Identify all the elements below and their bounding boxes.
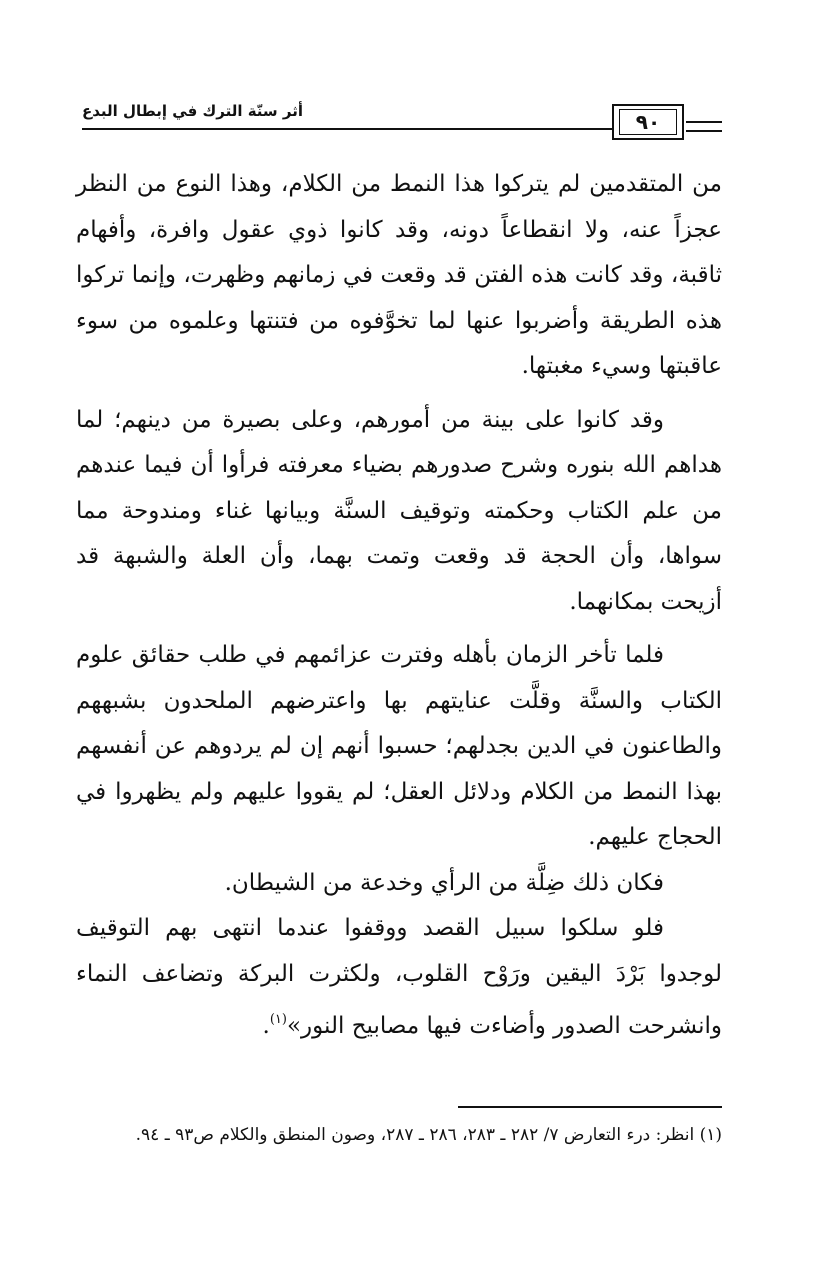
- paragraph-5-end: .: [262, 1013, 270, 1039]
- paragraph-4: فكان ذلك ضِلَّة من الرأي وخدعة من الشيطان.: [224, 869, 664, 896]
- main-text: [76, 162, 722, 1050]
- footnote-1: (١) انظر: درء التعارض ٧/ ٢٨٢ ـ ٢٨٣، ٢٨٦ ـ ٢٨٧، وصون المنطق والكلام ص٩٣ ـ ٩٤.: [135, 1125, 722, 1145]
- header-double-rule: [686, 121, 722, 132]
- paragraph-5: [76, 906, 722, 1050]
- paragraph-3: فلما تأخر الزمان بأهله وفترت عزائمهم في طلب حقائق علوم الكتاب والسنَّة وقلَّت عنايتهم بها واعترضهم الملحدون بشبههم والطاعنون في الدين بجدلهم؛ حسبوا أنهم إن لم يردوهم عن أنفسهم بهذا النمط من الكلام ودلائل العقل؛ لم يقووا عليهم ولم يظهروا في الحجاج عليهم.: [76, 642, 722, 850]
- paragraph-2: وقد كانوا على بينة من أمورهم، وعلى بصيرة من دينهم؛ لما هداهم الله بنوره وشرح صدورهم بضياء معرفته فرأوا أن فيما عندهم من علم الكتاب وحكمته وتوقيف السنَّة وبيانها غناء ومندوحة مما سواها، وأن الحجة قد وقعت وتمت بهما، وأن العلة والشبهة قد أزيحت بمكانهما.: [76, 406, 722, 615]
- page-number-frame: [612, 104, 684, 140]
- paragraph-5-text: فلو سلكوا سبيل القصد ووقفوا عندما انتهى بهم التوقيف لوجدوا بَرْدَ اليقين ورَوْح القلوب، ولكثرت البركة وتضاعف النماء وانشرحت الصدور وأضاءت فيها مصابيح النور»: [76, 915, 722, 1039]
- header-rule: [82, 128, 612, 130]
- running-title: أثر سنّة الترك في إبطال البدع: [82, 102, 304, 120]
- running-header: [82, 96, 722, 148]
- page-number: ٩٠: [635, 110, 661, 134]
- paragraph-1: من المتقدمين لم يتركوا هذا النمط من الكلام، وهذا النوع من النظر عجزاً عنه، ولا انقطاعاً دونه، وقد كانوا ذوي عقول وافرة، وأفهام ثاقبة، وقد كانت هذه الفتن قد وقعت في زمانهم وظهرت، وإنما تركوا هذه الطريقة وأضربوا عنها لما تخوَّفوه من فتنتها وعلموه من سوء عاقبتها وسيء مغبتها.: [76, 171, 722, 379]
- footnote-rule: [458, 1106, 722, 1108]
- footnote-reference: (١): [269, 1012, 287, 1027]
